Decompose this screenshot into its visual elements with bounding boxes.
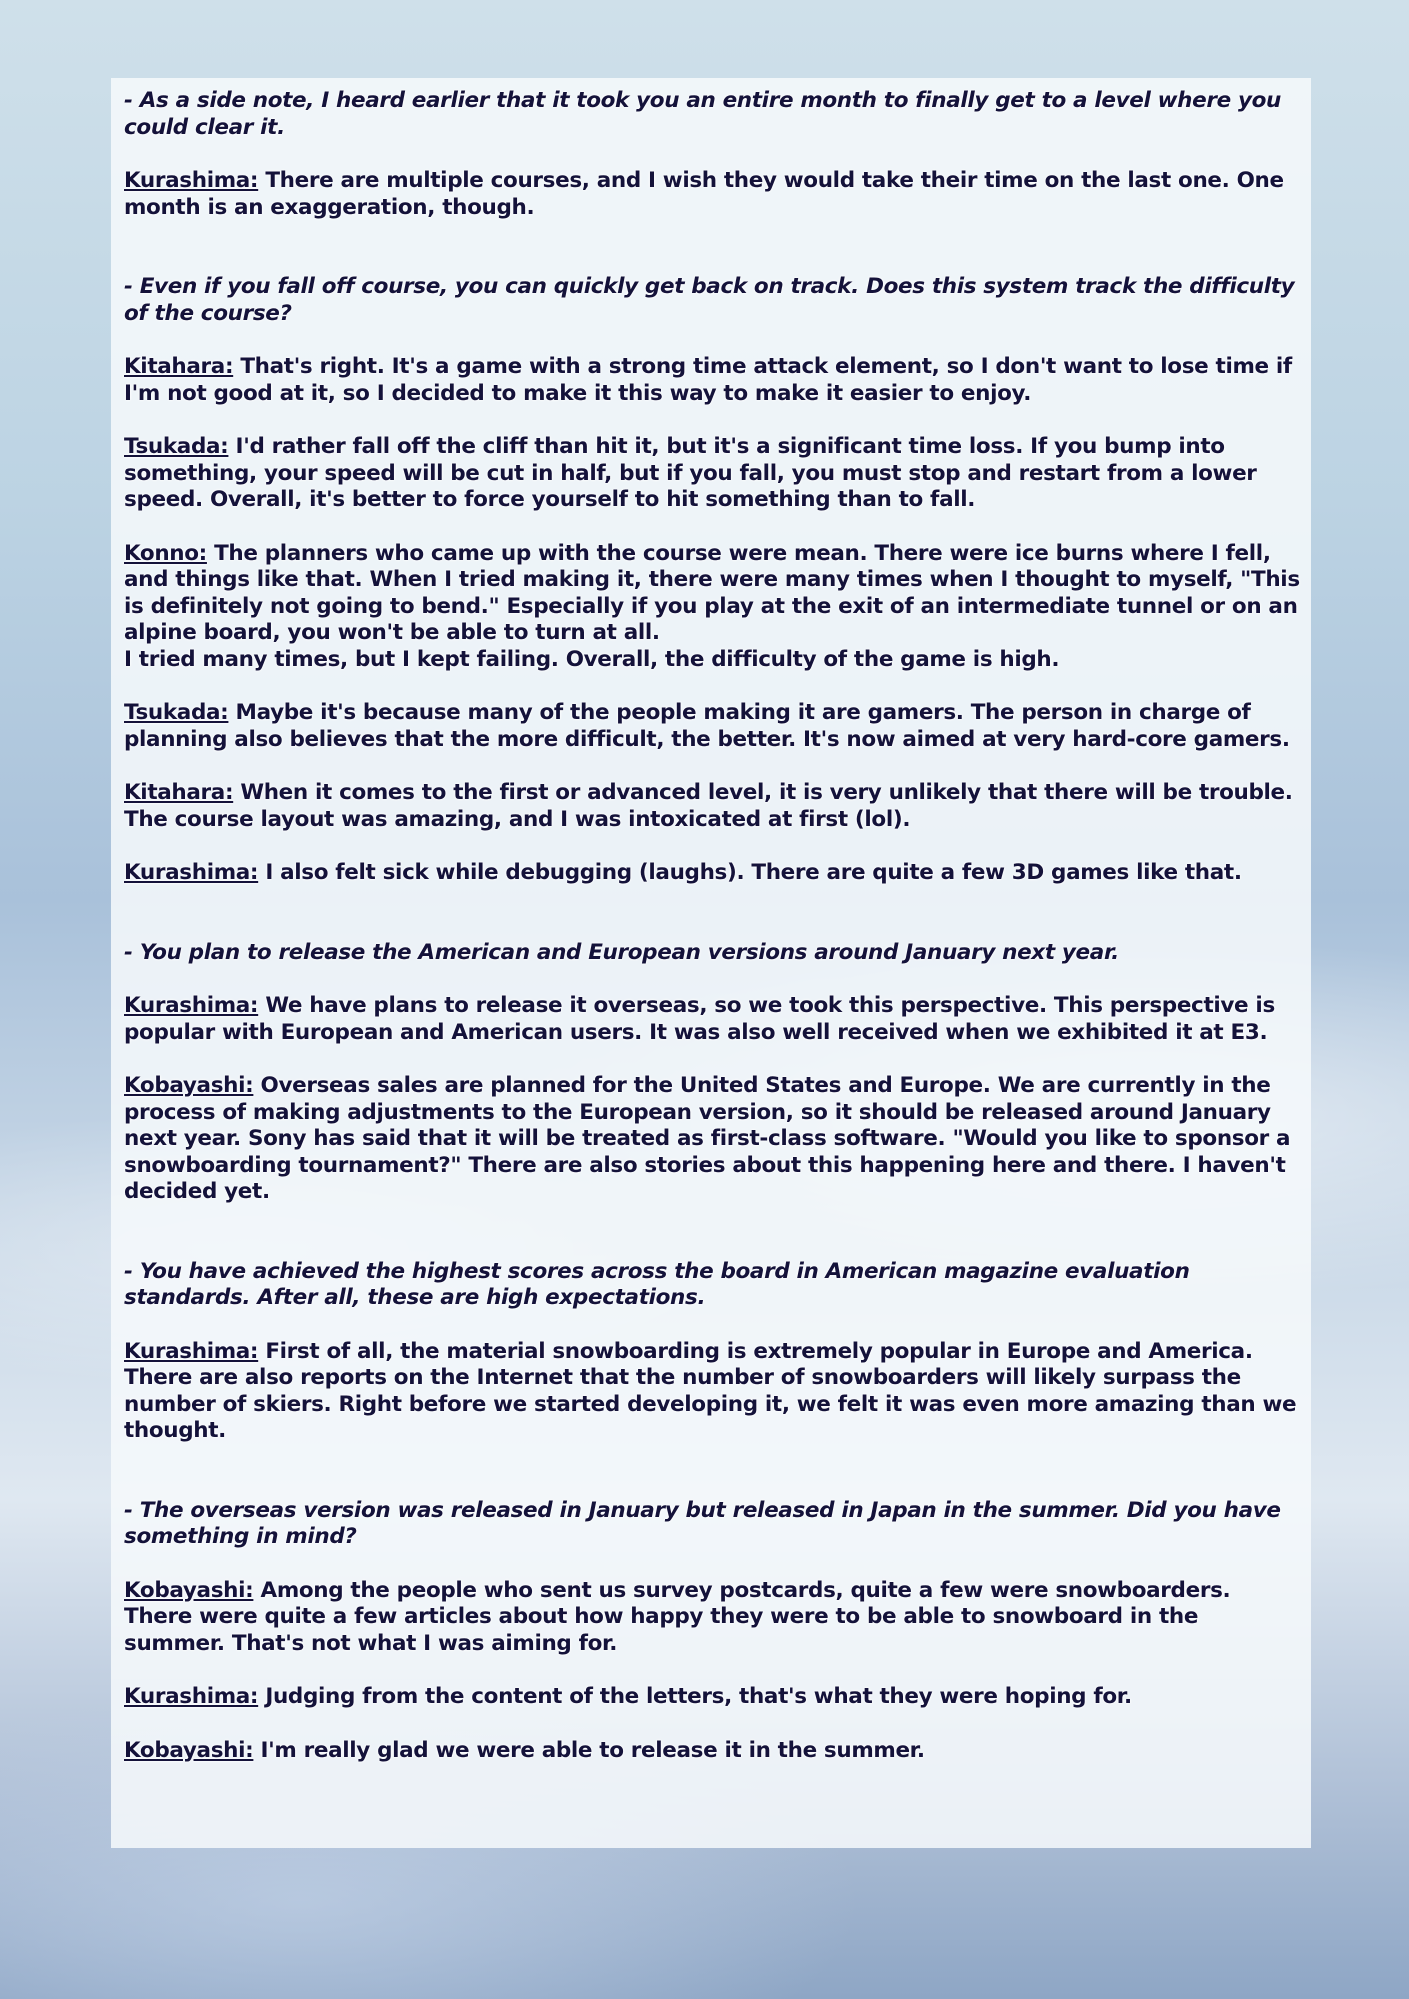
interview-answer	[124, 1578, 1303, 1658]
interview-answer	[124, 541, 1303, 674]
speaker-name: Kitahara:	[124, 354, 234, 379]
answer-text: There are multiple courses, and I wish they would take their time on the last one. One month is an exaggeration, though.	[124, 168, 1284, 220]
speaker-name: Kurashima:	[124, 860, 259, 885]
interview-question: - As a side note, I heard earlier that it took you an entire month to finally get to a level where you could clear it.	[124, 88, 1282, 140]
interview-question: - The overseas version was released in January but released in Japan in the summer. Did you have something in mind?	[124, 1497, 1281, 1549]
answer-text: First of all, the material snowboarding is extremely popular in Europe and America. There are also reports on the Internet that the number of snowboarders will likely surpass the number of skiers. Right before we started developing it, we felt it was even more amazing than we thought.	[124, 1338, 1297, 1443]
interview-answer	[124, 434, 1303, 514]
answer-text: I'm really glad we were able to release it in the summer.	[253, 1737, 925, 1763]
interview-answer	[124, 700, 1303, 753]
interview-question: - You plan to release the American and European versions around January next year.	[124, 939, 1119, 965]
interview-text	[124, 88, 1303, 1764]
interview-answer	[124, 780, 1303, 833]
interview-answer	[124, 168, 1303, 221]
speaker-name: Tsukada:	[124, 434, 229, 459]
answer-text: The planners who came up with the course were mean. There were ice burns where I fell, and things like that. When I tried making it, there were many times when I thought to myself, "This is definitely not going to bend." Especially if you play at the exit of an intermediate tunnel or on an alpine board, you won't be able to turn at all.	[124, 540, 1300, 645]
interview-answer	[124, 1339, 1303, 1445]
answer-text-continued: I tried many times, but I kept failing. Overall, the difficulty of the game is high.	[124, 646, 1060, 672]
speaker-name: Kurashima:	[124, 1684, 259, 1709]
interview-answer	[124, 1684, 1303, 1711]
speaker-name: Kurashima:	[124, 1338, 259, 1364]
answer-text: I also felt sick while debugging (laughs). There are quite a few 3D games like that.	[258, 860, 1242, 885]
speaker-name: Kurashima:	[124, 993, 259, 1018]
interview-answer	[124, 354, 1303, 407]
speaker-name: Kobayashi:	[124, 1577, 254, 1603]
answer-text: Among the people who sent us survey postcards, quite a few were snowboarders. There were quite a few articles about how happy they were to be able to snowboard in the summer. That's not what I was aiming for.	[124, 1577, 1231, 1656]
answer-text: I'd rather fall off the cliff than hit it, but it's a significant time loss. If you bump into something, your speed will be cut in half, but if you fall, you must stop and restart from a lower speed. Overall, it's better to force yourself to hit something than to fall.	[124, 434, 1257, 512]
answer-text: Maybe it's because many of the people making it are gamers. The person in charge of planning also believes that the more difficult, the better. It's now aimed at very hard-core gamers.	[124, 700, 1290, 752]
speaker-name: Konno:	[124, 540, 207, 566]
answer-text: When it comes to the first or advanced level, it is very unlikely that there will be trouble. The course layout was amazing, and I was intoxicated at first (lol).	[124, 780, 1293, 832]
speaker-name: Kurashima:	[124, 168, 259, 193]
interview-answer	[124, 1073, 1303, 1206]
interview-answer	[124, 993, 1303, 1046]
answer-text: Judging from the content of the letters, that's what they were hoping for.	[258, 1684, 1132, 1709]
speaker-name: Tsukada:	[124, 700, 229, 725]
speaker-name: Kobayashi:	[124, 1073, 254, 1098]
speaker-name: Kitahara:	[124, 780, 234, 805]
answer-text: That's right. It's a game with a strong time attack element, so I don't want to lose time if I'm not good at it, so I decided to make it this way to make it easier to enjoy.	[124, 354, 1292, 406]
interview-answer	[124, 1738, 1303, 1765]
answer-text: Overseas sales are planned for the United States and Europe. We are currently in the process of making adjustments to the European version, so it should be released around January next year. Sony has said that it will be treated as first-class software. "Would you like to sponsor a snowboarding tournament?" There are also stories about this happening here and there. I haven't decided yet.	[124, 1073, 1291, 1204]
answer-text: We have plans to release it overseas, so we took this perspective. This perspective is popular with European and American users. It was also well received when we exhibited it at E3.	[124, 993, 1275, 1045]
interview-question: - You have achieved the highest scores across the board in American magazine evaluation standards. After all, these are high expectations.	[124, 1258, 1190, 1310]
interview-panel	[111, 78, 1311, 1848]
interview-question: - Even if you fall off course, you can quickly get back on track. Does this system track the difficulty of the course?	[124, 274, 1295, 326]
interview-answer	[124, 860, 1303, 887]
speaker-name: Kobayashi:	[124, 1737, 254, 1763]
